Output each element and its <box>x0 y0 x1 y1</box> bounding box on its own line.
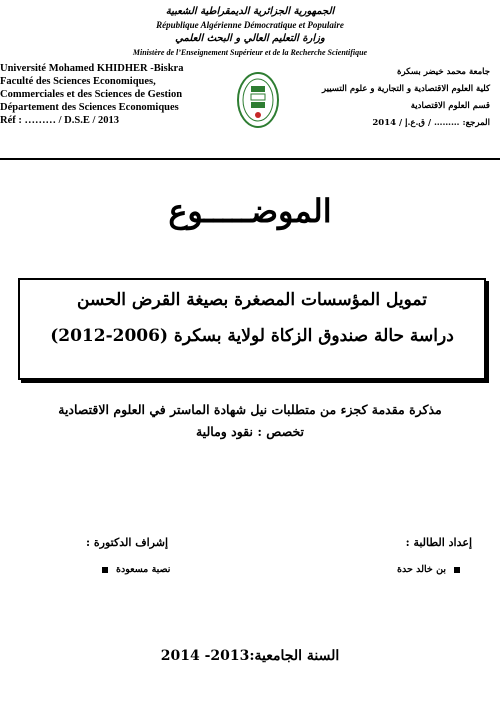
memo-description: مذكرة مقدمة كجزء من متطلبات نيل شهادة الماستر في العلوم الاقتصادية <box>58 402 442 417</box>
reference-fr: Réf : ……… / D.S.E / 2013 <box>0 115 119 126</box>
bullet-square-icon <box>454 567 460 573</box>
academic-year: السنة الجامعية:2013- 2014 <box>160 648 340 664</box>
ministry-fr: Ministère de l’Enseignement Supérieur et de la Recherche Scientifique <box>132 48 368 57</box>
subject-title: الموضـــــوع <box>168 192 332 230</box>
header-divider <box>0 158 500 160</box>
republic-fr: République Algérienne Démocratique et Populaire <box>156 20 344 30</box>
university-logo <box>236 70 280 130</box>
department-name-fr: Département des Sciences Economiques <box>0 102 179 113</box>
faculty-name-ar: كلية العلوم الاقتصادية و التجارية و علوم التسيير <box>321 84 490 94</box>
memo-specialty: تخصص : نقود ومالية <box>195 424 305 439</box>
department-name-ar: قسم العلوم الاقتصادية <box>410 101 490 111</box>
university-name-ar: جامعة محمد خيضر بسكرة <box>396 67 490 77</box>
supervisor-name: نصبة مسعودة <box>116 564 171 575</box>
supervisor-label: إشراف الدكتورة : <box>86 536 169 549</box>
thesis-title-box <box>18 278 486 380</box>
student-name: بن خالد حدة <box>397 564 446 575</box>
prepared-by-label: إعداد الطالبة : <box>405 536 472 549</box>
republic-ar: الجمهورية الجزائرية الديمقراطية الشعبية <box>165 6 335 17</box>
student-entry <box>397 564 460 575</box>
ministry-ar: وزارة التعليم العالي و البحث العلمي <box>175 33 325 44</box>
reference-ar: المرجع: ……… / ق.ع.إ / 2014 <box>372 118 490 128</box>
institution-block-ar <box>280 64 490 132</box>
faculty-name-fr-cont: Commerciales et des Sciences de Gestion <box>0 89 183 100</box>
institution-block-fr <box>0 62 230 127</box>
faculty-name-fr: Faculté des Sciences Economiques, <box>0 76 156 87</box>
university-name-fr: Université Mohamed KHIDHER -Biskra <box>0 63 184 74</box>
thesis-subtitle: دراسة حالة صندوق الزكاة لولاية بسكرة (2006-2012) <box>50 326 454 346</box>
thesis-title: تمويل المؤسسات المصغرة بصيغة القرض الحسن <box>77 290 427 310</box>
supervisor-entry <box>102 564 170 575</box>
bullet-square-icon <box>102 567 108 573</box>
